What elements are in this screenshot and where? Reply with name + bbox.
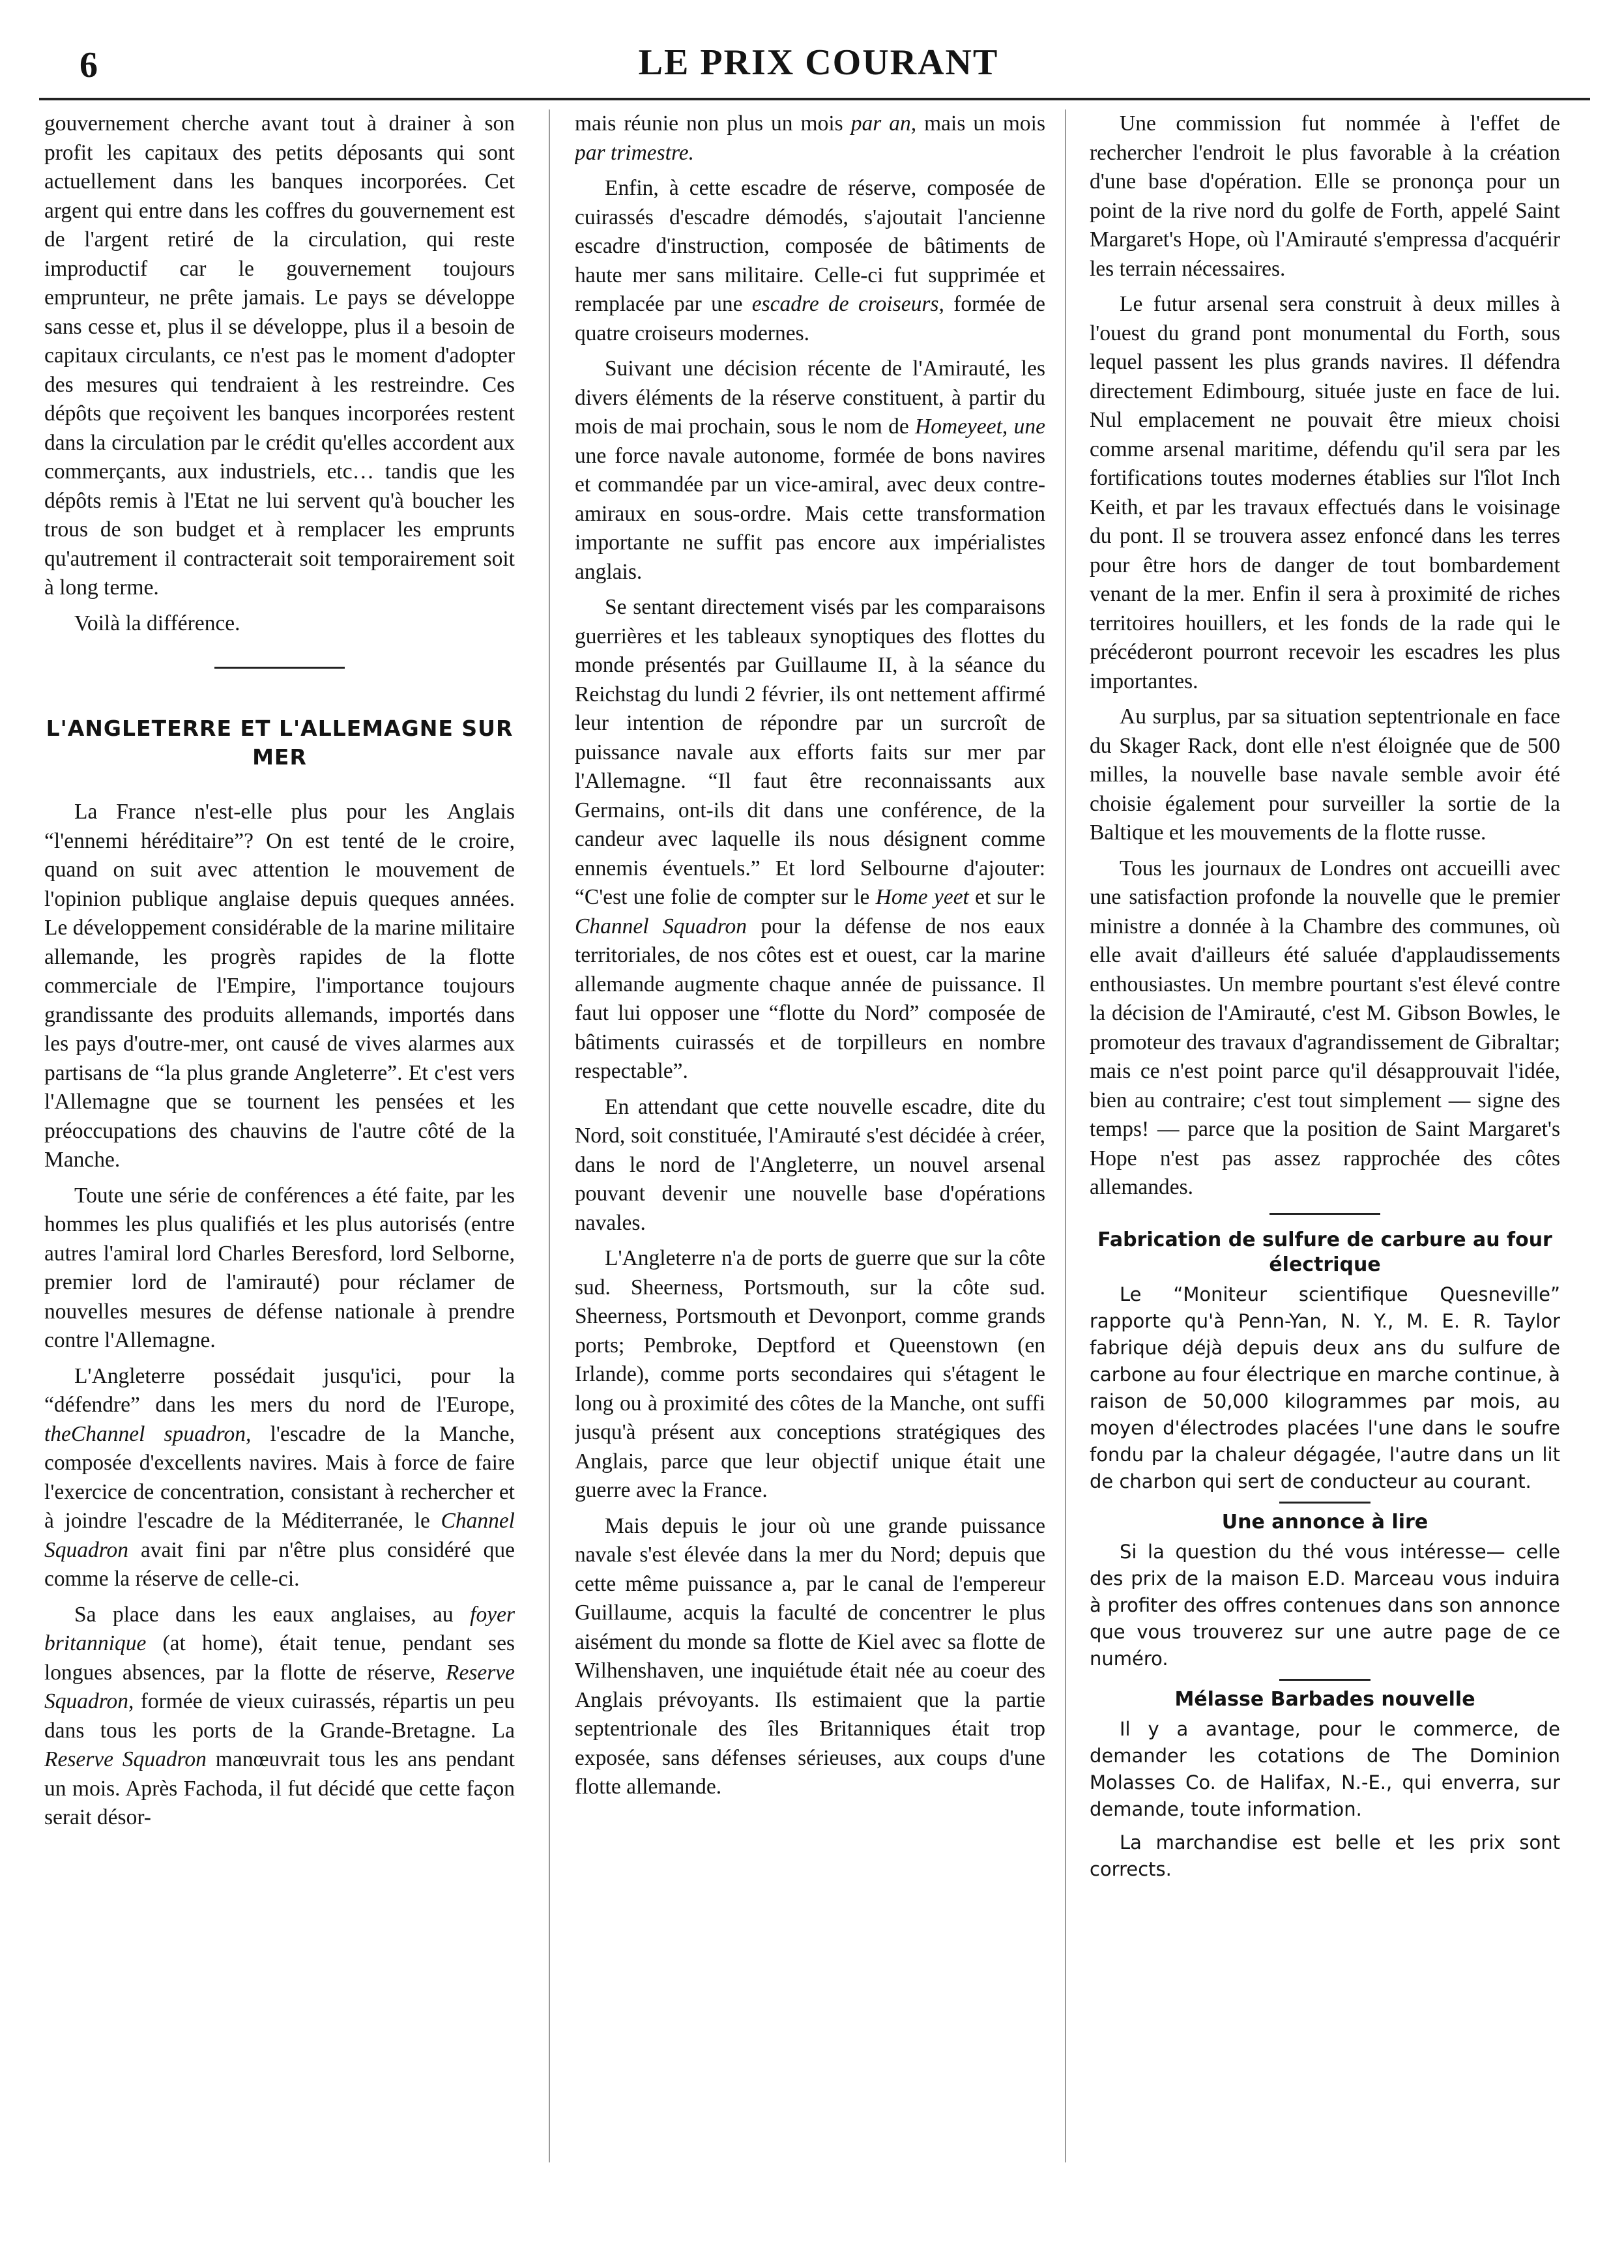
text-run: L'Angleterre possédait jusqu'ici, pour la “défendre” dans les mers du nord de l'Europe, — [44, 1363, 515, 1417]
col1-paragraph-6 — [44, 1601, 515, 1833]
italic-run: Homeyeet, une — [915, 414, 1045, 439]
column-3 — [1090, 109, 1560, 2254]
italic-run: par trimestre. — [575, 140, 695, 165]
column-1 — [44, 109, 515, 2254]
text-run: Suivant une décision récente de l'Amirauté, les divers éléments de la réserve constituent, à partir du mois de mai prochain, sous le nom de — [575, 356, 1045, 439]
text-run: l'escadre de la Manche, composée d'excellents navires. Mais à force de faire l'exercice de concentration, consistant à rechercher et à joindre l'escadre de la Méditerranée, le — [44, 1421, 515, 1533]
newspaper-title: LE PRIX COURANT — [638, 42, 999, 83]
col2-paragraph-6: L'Angleterre n'a de ports de guerre que sur la côte sud. Sheerness, Portsmouth, sur la côte sud. Sheerness, Portsmouth et Devonport, comme grands ports; Pembroke, Deptford et Queenstown (en Irlande), comme ports secondaires qui s'étagent le long ou à proximité des côtes de la Manche, ont suffi jusqu'à présent aux conceptions stratégiques des Anglais, parce que leur objectif unique était une guerre avec la France. — [575, 1246, 1045, 1502]
col1-paragraph-4: Toute une série de conférences a été faite, par les hommes les plus qualifiés et les plus autorisés (entre autres l'amiral lord Charles Beresford, lord Selborne, premier lord de l'amirauté) pour réclamer de nouvelles mesures de défense nationale à prendre contre l'Allemagne. — [44, 1183, 515, 1352]
col3-paragraph-3: Au surplus, par sa situation septentrionale en face du Skager Rack, dont elle n'est éloignée que de 500 milles, la nouvelle base navale semble avoir été choisie également pour surveiller la sortie de la Baltique et les mouvements de la flotte russe. — [1090, 705, 1560, 845]
text-run: une force navale autonome, formée de bons navires et commandée par un vice-amiral, avec deux contre-amiraux en sous-ordre. Mais cette transformation importante ne suffit pas encore aux impérialistes anglais. — [575, 443, 1045, 584]
italic-run: Channel Squadron — [44, 1509, 515, 1562]
text-run: formée de quatre croiseurs modernes. — [575, 292, 1045, 345]
col3-paragraph-1: Une commission fut nommée à l'effet de rechercher l'endroit le plus favorable à la création d'une base d'opération. Elle se prononça pour un point de la rive nord du golfe de Forth, appelé Saint Margaret's Hope, où l'Amirauté s'empressa d'acquérir les terrain nécessaires. — [1090, 111, 1560, 281]
text-run: mais un mois — [924, 111, 1045, 136]
col2-paragraph-2 — [575, 174, 1045, 348]
text-run: Enfin, à cette escadre de réserve, composée de cuirassés d'escadre démodés, s'ajoutait l'ancienne escadre d'instruction, composée de bâtiments de haute mer sans militaire. Celle-ci fut supprimée et remplacée par une — [575, 176, 1045, 316]
col3-paragraph-6: Si la question du thé vous intéresse— celle des prix de la maison E.D. Marceau vous induira à profiter des offres contenues dans son annonce que vous trouverez sur une autre page de ce numéro. — [1090, 1540, 1560, 1670]
article-title-annonce: Une annonce à lire — [1221, 1510, 1428, 1534]
column-divider-1 — [549, 109, 550, 2162]
italic-run: escadre de croiseurs, — [751, 292, 944, 316]
col2-paragraph-7: Mais depuis le jour où une grande puissance navale s'est élevée dans la mer du Nord; depuis que cette même puissance a, par le canal de l'empereur Guillaume, acquis la faculté de concentrer le plus aisément du monde sa flotte de Kiel avec sa flotte de Wilhenshaven, une inquiétude était née au coeur des Anglais prévoyants. Ils estimaient que la partie septentrionale des îles Britanniques était trop exposée, sans défenses sérieuses, aux coups d'une flotte allemande. — [575, 1513, 1045, 1799]
text-run: formée de vieux cuirassés, répartis un peu dans tous les ports de la Grande-Bretagne. La — [44, 1689, 515, 1743]
text-run: Sa place dans les eaux anglaises, au — [74, 1602, 454, 1627]
section-separator — [1269, 1213, 1380, 1215]
col3-paragraph-4: Tous les journaux de Londres ont accueilli avec une satisfaction profonde la nouvelle que le premier ministre a donnée à la Chambre des communes, où elle avait d'ailleurs été saluée d'applaudissements enthousiastes. Un membre pourtant s'est élevé contre la décision de l'Amirauté, c'est M. Gibson Bowles, le promoteur des travaux d'agrandissement de Gibraltar; mais ce n'est point parce qu'il désapprouvait l'idée, bien au contraire; c'est tout simplement — signe des temps! — parce que la position de Saint Margaret's Hope n'est pas assez rapprochée des côtes allemandes. — [1090, 856, 1560, 1199]
italic-run: Channel Squadron — [575, 914, 747, 938]
italic-run: Home yeet — [875, 885, 969, 909]
text-run: Se sentant directement visés par les comparaisons guerrières et les tableaux synoptiques des flottes du monde présentés par Guillaume II, à la séance du Reichstag du lundi 2 février, ils ont nettement affirmé leur intention de répondre par un surcroît de puissance navale aux efforts faits sur mer par l'Allemagne. “Il faut être reconnaissants aux Germains, ont-ils dit dans une conférence, de la candeur avec laquelle ils nous désignent comme ennemis éventuels.” Et lord Selbourne d'ajouter: “C'est une folie de compter sur le — [575, 595, 1045, 909]
col2-paragraph-3 — [575, 355, 1045, 587]
italic-run: theChannel spuadron, — [44, 1421, 252, 1446]
masthead-rule — [39, 98, 1590, 100]
col1-paragraph-2: Voilà la différence. — [74, 611, 240, 635]
col3-paragraph-8: La marchandise est belle et les prix sont corrects. — [1090, 1831, 1560, 1880]
text-run: (at home), était tenue, pendant ses longues absences, par la flotte de réserve, — [44, 1631, 515, 1685]
column-2 — [575, 109, 1045, 2254]
article-title-melasse: Mélasse Barbades nouvelle — [1174, 1687, 1475, 1711]
text-run: avait fini par n'être plus considéré que comme la réserve de celle-ci. — [44, 1537, 515, 1591]
text-run: et sur le — [975, 885, 1045, 909]
article-title-sulfure: Fabrication de sulfure de carbure au four électrique — [1097, 1228, 1552, 1276]
section-separator — [214, 667, 345, 669]
text-run: pour la défense de nos eaux territoriales, de nos côtes est et ouest, car la marine allemande augmente chaque année de puissance. Il faut lui opposer une “flotte du Nord” composée de bâtiments cuirassés et de torpilleurs en nombre respectable”. — [575, 914, 1045, 1083]
col3-paragraph-7: Il y a avantage, pour le commerce, de demander les cotations de The Dominion Molasses Co. de Halifax, N.-E., qui enverra, sur demande, toute information. — [1090, 1717, 1560, 1820]
italic-run: foyer britannique — [44, 1602, 515, 1655]
col1-paragraph-1: gouvernement cherche avant tout à drainer à son profit les capitaux des petits déposants qui sont actuellement dans les banques incorporées. Cet argent qui entre dans les coffres du gouvernement est de l'argent retiré de la circulation, qui reste improductif car le gouvernement toujours emprunteur, ne prête jamais. Le pays se développe sans cesse et, plus il se développe, plus il a besoin de capitaux circulants, ce n'est pas le moment d'adopter des mesures qui tendraient à les restreindre. Ces dépôts que reçoivent les banques incorporées restent dans la circulation par le crédit qu'elles accordent aux commerçants, aux industriels, etc… tandis que les dépôts remis à l'Etat ne lui servent qu'à boucher les trous de son budget et à remplacer les emprunts qu'autrement il contracterait soit temporairement soit à long terme. — [44, 111, 515, 600]
italic-run: Reserve Squadron, — [44, 1660, 515, 1713]
col2-paragraph-1 — [575, 109, 1045, 167]
masthead — [39, 38, 1598, 96]
col2-paragraph-4 — [575, 593, 1045, 1086]
column-divider-2 — [1065, 109, 1066, 2162]
text-run: mais réunie non plus un mois — [575, 111, 843, 136]
article-title-angleterre: L'ANGLETERRE ET L'ALLEMAGNE SUR MER — [46, 716, 514, 770]
page-number: 6 — [80, 45, 98, 85]
italic-run: par an, — [850, 111, 917, 136]
col2-paragraph-5: En attendant que cette nouvelle escadre, dite du Nord, soit constituée, l'Amirauté s'est décidée à créer, dans le nord de l'Angleterre, un nouvel arsenal pouvant devenir une nouvelle base d'opérations navales. — [575, 1094, 1045, 1235]
text-run: manœuvrait tous les ans pendant un mois. Après Fachoda, il fut décidé que cette façon serait désor- — [44, 1747, 515, 1829]
italic-run: Reserve Squadron — [44, 1747, 207, 1771]
section-separator — [1279, 1502, 1370, 1504]
col1-paragraph-3: La France n'est-elle plus pour les Anglais “l'ennemi héréditaire”? On est tenté de le croire, quand on suit avec attention le mouvement de l'opinion publique anglaise depuis queques années. Le développement considérable de la marine militaire allemande, les progrès rapides de la flotte commerciale de l'Empire, l'importance toujours grandissante des produits allemands, importés dans les pays d'outre-mer, ont causé de vives alarmes aux partisans de “la plus grande Angleterre”. Et c'est vers l'Allemagne que se tournent les pensées et les préoccupations des chauvins de l'autre côté de la Manche. — [44, 800, 515, 1172]
section-separator — [1279, 1679, 1370, 1681]
col1-paragraph-5 — [44, 1362, 515, 1594]
col3-paragraph-5: Le “Moniteur scientifique Quesneville” rapporte qu'à Penn-Yan, N. Y., M. E. R. Taylor fabrique déjà depuis deux ans du sulfure de carbone au four électrique en marche continue, à raison de 50,000 kilogrammes par mois, au moyen d'électrodes placées l'une dans le soufre fondu par la chaleur dégagée, l'autre dans un lit de charbon qui sert de conducteur au courant. — [1090, 1283, 1560, 1492]
col3-paragraph-2: Le futur arsenal sera construit à deux milles à l'ouest du grand pont monumental du Forth, sous lequel passent les plus grands navires. Il défendra directement Edimbourg, située juste en face de lui. Nul emplacement ne pouvait être mieux choisi comme arsenal maritime, défendu qu'il sera par les fortifications toutes modernes établies sur l'îlot Inch Keith, et par les travaux effectués dans le voisinage du pont. Il se trouvera assez enfoncé dans les terres pour être hors de danger de tout bombardement venant de la mer. Enfin il sera à proximité de riches territoires houillers, et les fonds de la rade qui le précéderont pourront recevoir les escadres les plus importantes. — [1090, 292, 1560, 693]
